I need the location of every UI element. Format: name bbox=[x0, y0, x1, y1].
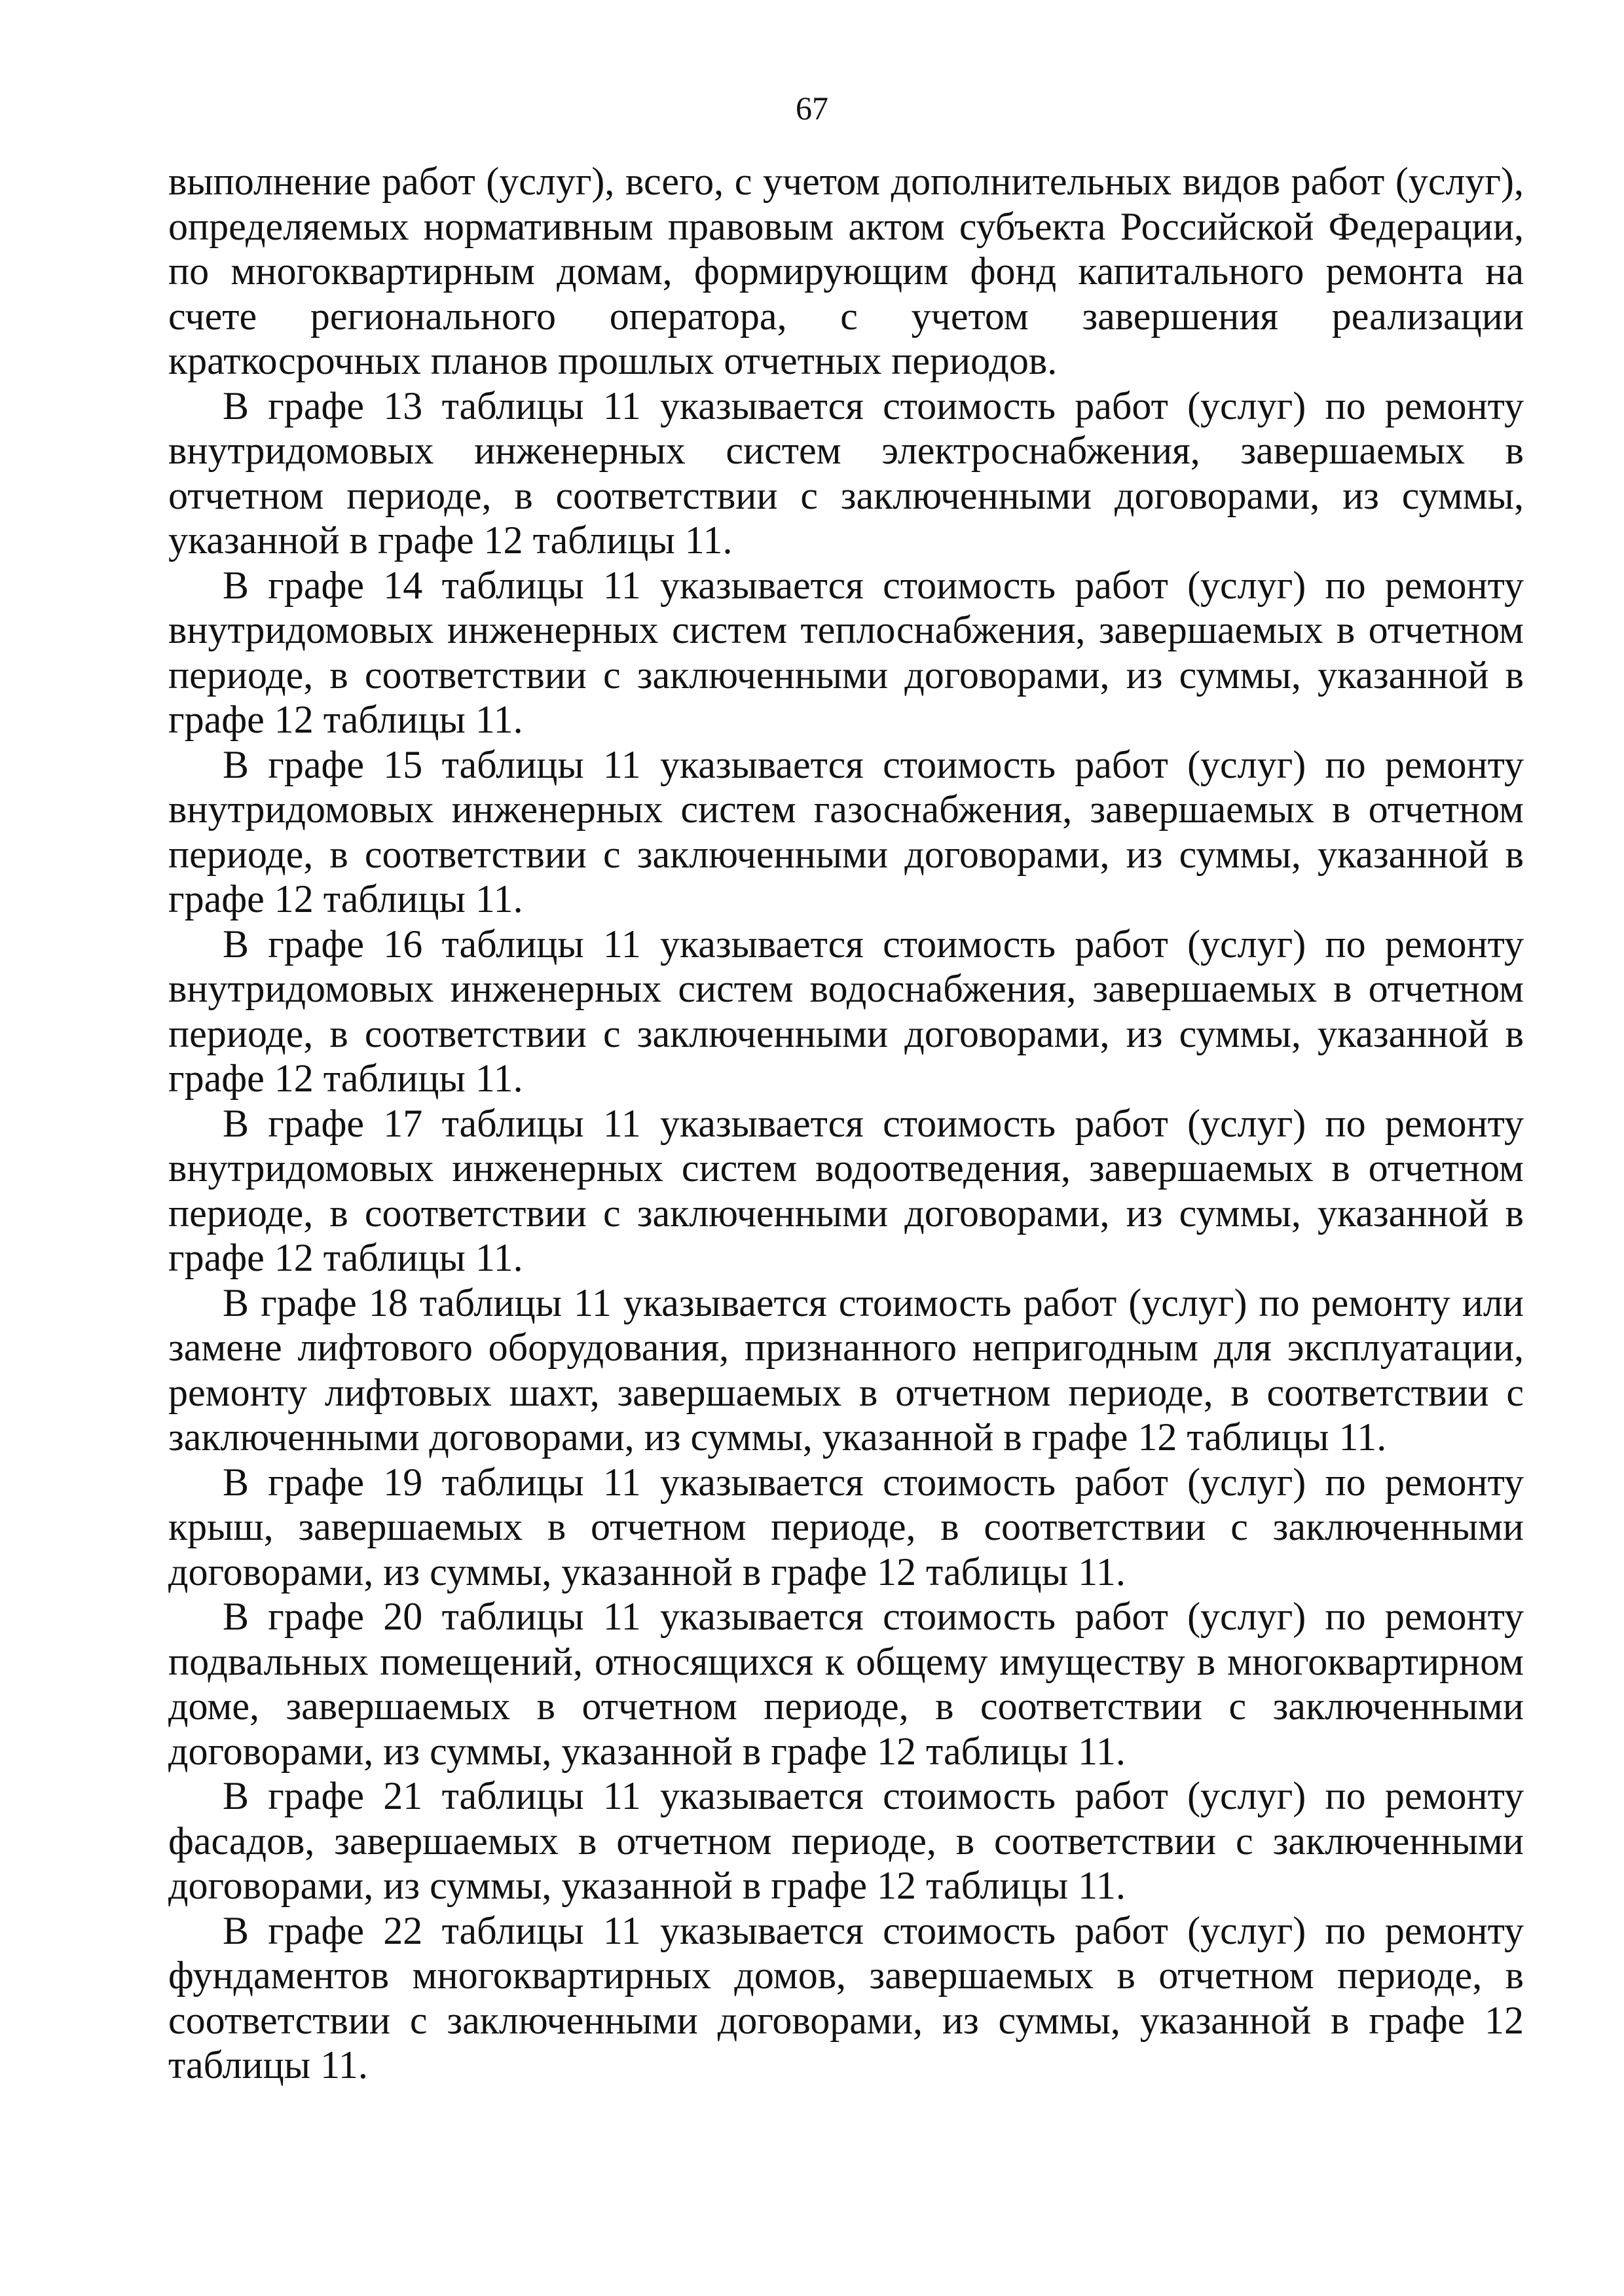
paragraph-column-16: В графе 16 таблицы 11 указывается стоимость работ (услуг) по ремонту внутридомовых инженерных систем водоснабжения, завершаемых в отчетном периоде, в соответствии с заключенными договорами, из суммы, указанной в графе 12 таблицы 11. bbox=[168, 922, 1524, 1100]
paragraph-column-18: В графе 18 таблицы 11 указывается стоимость работ (услуг) по ремонту или замене лифтового оборудования, признанного непригодным для эксплуатации, ремонту лифтовых шахт, завершаемых в отчетном периоде, в соответствии с заключенными договорами, из суммы, указанной в графе 12 таблицы 11. bbox=[168, 1281, 1524, 1459]
paragraph-column-17: В графе 17 таблицы 11 указывается стоимость работ (услуг) по ремонту внутридомовых инженерных систем водоотведения, завершаемых в отчетном периоде, в соответствии с заключенными договорами, из суммы, указанной в графе 12 таблицы 11. bbox=[168, 1101, 1524, 1279]
paragraph-column-19: В графе 19 таблицы 11 указывается стоимость работ (услуг) по ремонту крыш, завершаемых в отчетном периоде, в соответствии с заключенными договорами, из суммы, указанной в графе 12 таблицы 11. bbox=[168, 1460, 1524, 1594]
paragraph-column-20: В графе 20 таблицы 11 указывается стоимость работ (услуг) по ремонту подвальных помещений, относящихся к общему имуществу в многоквартирном доме, завершаемых в отчетном периоде, в соответствии с заключенными договорами, из суммы, указанной в графе 12 таблицы 11. bbox=[168, 1595, 1524, 1773]
paragraph-column-14: В графе 14 таблицы 11 указывается стоимость работ (услуг) по ремонту внутридомовых инженерных систем теплоснабжения, завершаемых в отчетном периоде, в соответствии с заключенными договорами, из суммы, указанной в графе 12 таблицы 11. bbox=[168, 563, 1524, 741]
paragraph-column-21: В графе 21 таблицы 11 указывается стоимость работ (услуг) по ремонту фасадов, завершаемых в отчетном периоде, в соответствии с заключенными договорами, из суммы, указанной в графе 12 таблицы 11. bbox=[168, 1774, 1524, 1907]
paragraph-column-13: В графе 13 таблицы 11 указывается стоимость работ (услуг) по ремонту внутридомовых инженерных систем электроснабжения, завершаемых в отчетном периоде, в соответствии с заключенными договорами, из суммы, указанной в графе 12 таблицы 11. bbox=[168, 384, 1524, 562]
document-body bbox=[168, 159, 1524, 2088]
paragraph-continuation: выполнение работ (услуг), всего, с учетом дополнительных видов работ (услуг), определяемых нормативным правовым актом субъекта Российской Федерации, по многоквартирным домам, формирующим фонд капитального ремонта на счете регионального оператора, с учетом завершения реализации краткосрочных планов прошлых отчетных периодов. bbox=[168, 160, 1524, 382]
paragraph-column-15: В графе 15 таблицы 11 указывается стоимость работ (услуг) по ремонту внутридомовых инженерных систем газоснабжения, завершаемых в отчетном периоде, в соответствии с заключенными договорами, из суммы, указанной в графе 12 таблицы 11. bbox=[168, 742, 1524, 920]
paragraph-column-22: В графе 22 таблицы 11 указывается стоимость работ (услуг) по ремонту фундаментов многоквартирных домов, завершаемых в отчетном периоде, в соответствии с заключенными договорами, из суммы, указанной в графе 12 таблицы 11. bbox=[168, 1908, 1524, 2086]
page-number: 67 bbox=[796, 90, 828, 126]
